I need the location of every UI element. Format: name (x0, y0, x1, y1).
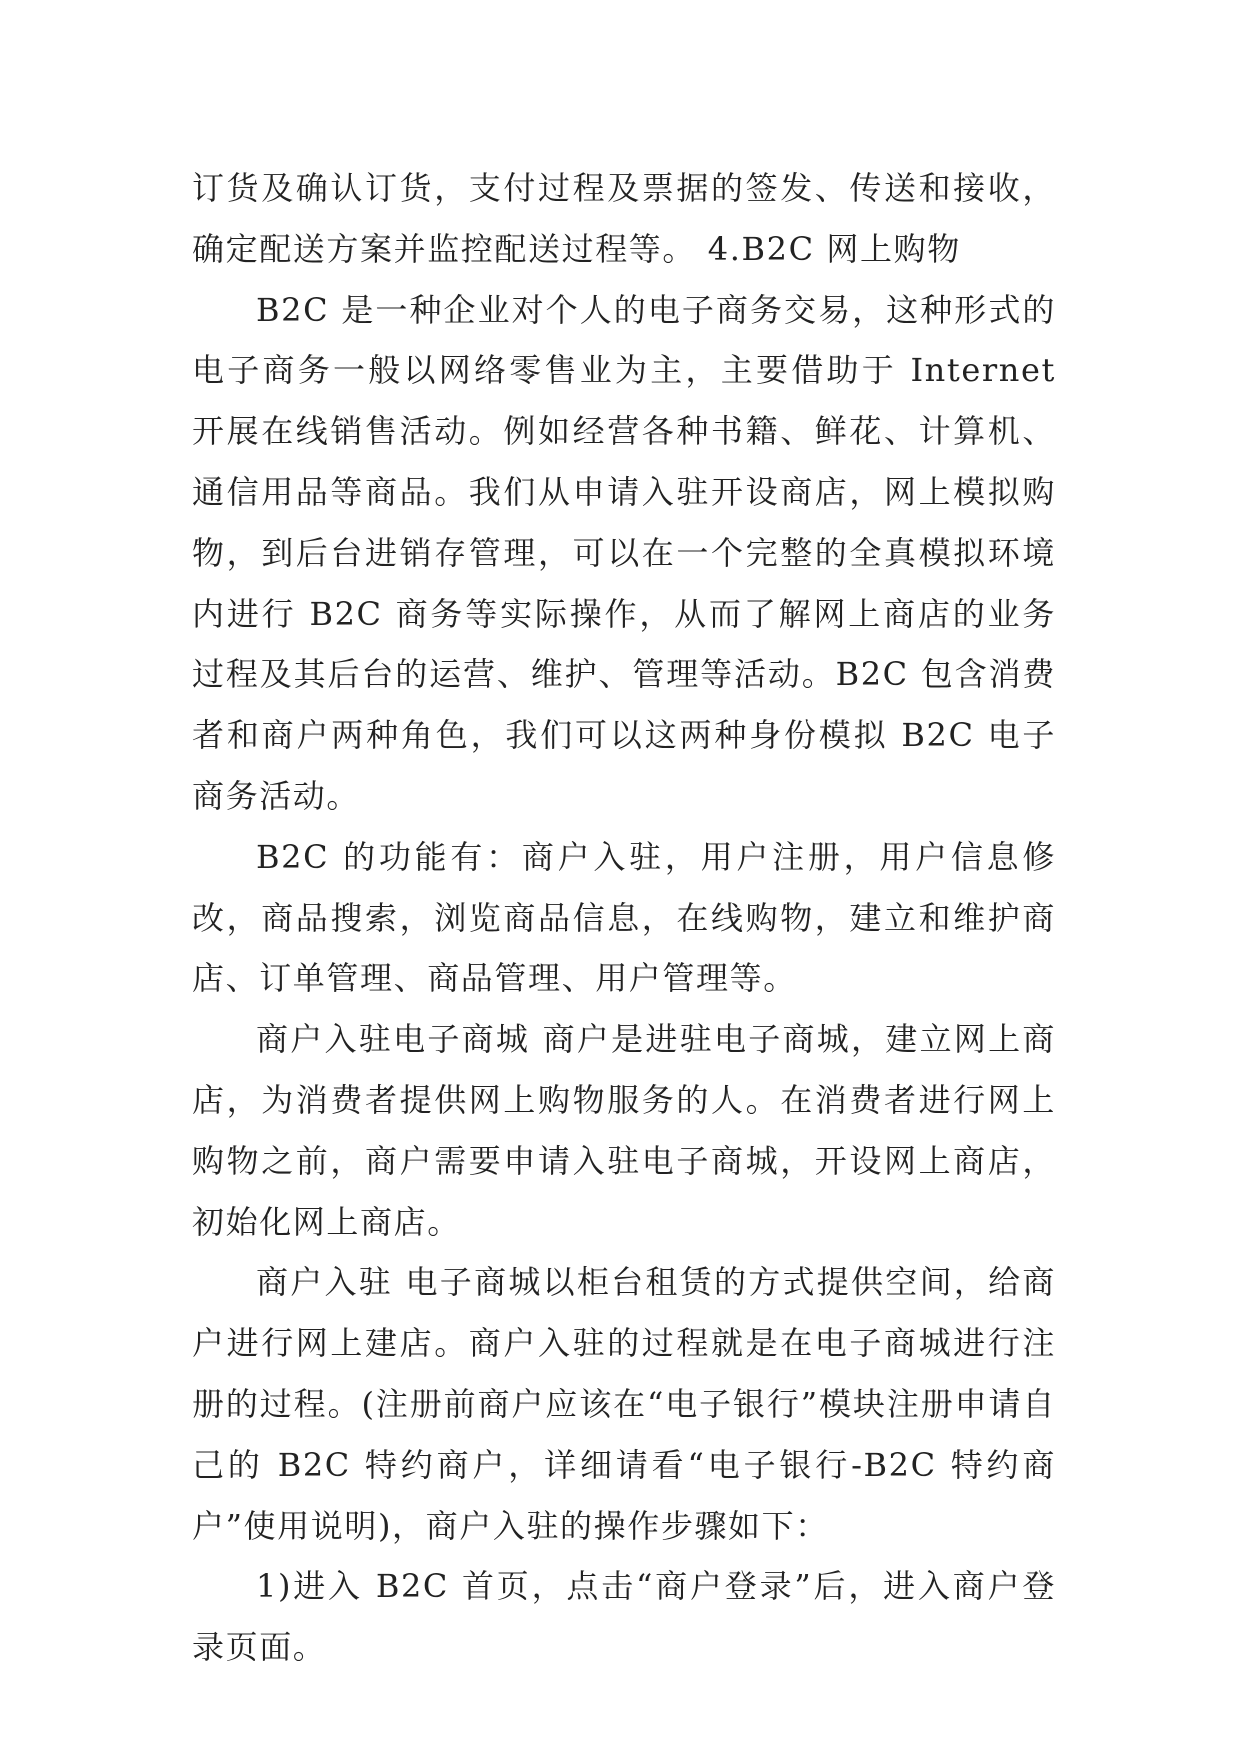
paragraph-step-1: 1)进入 B2C 首页，点击“商户登录”后，进入商户登录页面。 (192, 1567, 1056, 1667)
paragraph-merchant-registration: 商户入驻 电子商城以柜台租赁的方式提供空间，给商户进行网上建店。商户入驻的过程就是在电子商城进行注册的过程。(注册前商户应该在“电子银行”模块注册申请自己的 B2C 特约商户，详细请看“电子银行-B2C 特约商户”使用说明)，商户入驻的操作步骤如下： (192, 1263, 1056, 1545)
paragraph-b2c-functions: B2C 的功能有：商户入驻，用户注册，用户信息修改，商品搜索，浏览商品信息，在线购物，建立和维护商店、订单管理、商品管理、用户管理等。 (192, 837, 1056, 998)
document-page (192, 158, 1056, 1678)
paragraph-merchant-entry: 商户入驻电子商城 商户是进驻电子商城，建立网上商店，为消费者提供网上购物服务的人。在消费者进行网上购物之前，商户需要申请入驻电子商城，开设网上商店，初始化网上商店。 (192, 1020, 1056, 1241)
paragraph-b2c-intro: B2C 是一种企业对个人的电子商务交易，这种形式的电子商务一般以网络零售业为主，主要借助于 Internet 开展在线销售活动。例如经营各种书籍、鲜花、计算机、通信用品等商品。我们从申请入驻开设商店，网上模拟购物，到后台进销存管理，可以在一个完整的全真模拟环境内进行 B2C 商务等实际操作，从而了解网上商店的业务过程及其后台的运营、维护、管理等活动。B2C 包含消费者和商户两种角色，我们可以这两种身份模拟 B2C 电子商务活动。 (192, 290, 1056, 815)
paragraph-ordering-process: 订货及确认订货，支付过程及票据的签发、传送和接收，确定配送方案并监控配送过程等。 4.B2C 网上购物 (192, 169, 1056, 268)
